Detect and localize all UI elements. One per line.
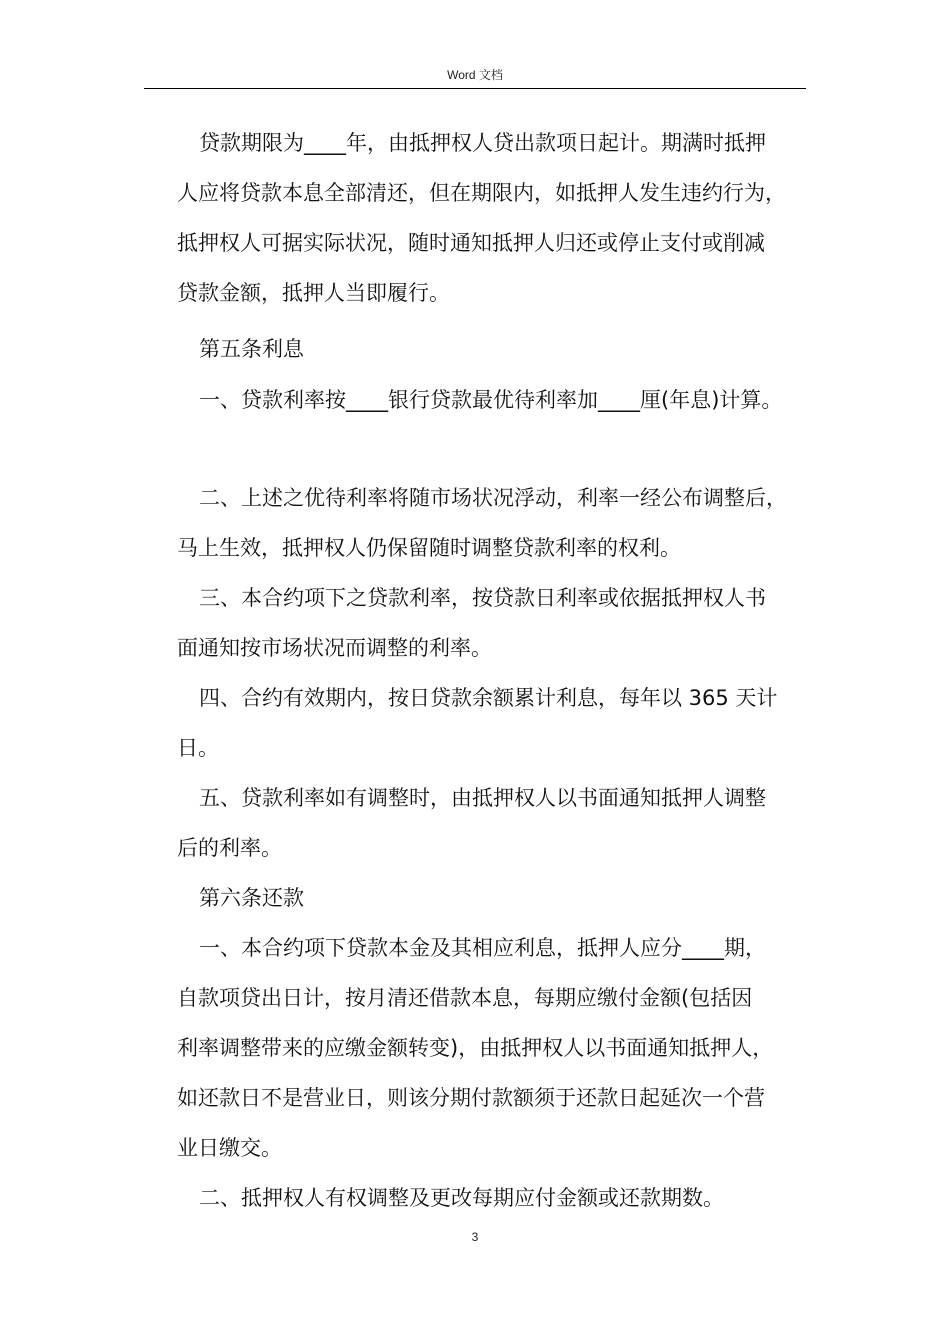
section-heading: 第五条利息 [199,337,304,361]
page-number: 3 [471,1230,479,1244]
section-heading: 第六条还款 [199,886,304,910]
paragraph-line: 五、贷款利率如有调整时，由抵押权人以书面通知抵押人调整 [199,786,766,810]
paragraph-line: 日。 [177,736,219,760]
page-header: Word 文档 [447,68,503,82]
paragraph-line: 二、抵押权人有权调整及更改每期应付金额或还款期数。 [199,1186,724,1210]
paragraph-line: 马上生效，抵押权人仍保留随时调整贷款利率的权利。 [177,536,681,560]
paragraph-line: 人应将贷款本息全部清还，但在期限内，如抵押人发生违约行为， [177,181,786,205]
paragraph-line: 贷款期限为____年，由抵押权人贷出款项日起计。期满时抵押 [199,131,766,155]
paragraph-line: 抵押权人可据实际状况，随时通知抵押人归还或停止支付或削减 [177,231,765,255]
paragraph-line: 贷款金额，抵押人当即履行。 [177,281,450,305]
header-rule [144,88,806,89]
paragraph-line: 面通知按市场状况而调整的利率。 [177,636,492,660]
paragraph-line: 四、合约有效期内，按日贷款余额累计利息，每年以 365 天计 [199,686,778,710]
paragraph-line: 利率调整带来的应缴金额转变)，由抵押权人以书面通知抵押人， [177,1036,774,1060]
paragraph-line: 如还款日不是营业日，则该分期付款额须于还款日起延次一个营 [177,1086,765,1110]
paragraph-line: 自款项贷出日计，按月清还借款本息，每期应缴付金额(包括因 [177,986,753,1010]
paragraph-line: 一、贷款利率按____银行贷款最优待利率加____厘(年息)计算。 [199,388,783,412]
paragraph-line: 一、本合约项下贷款本金及其相应利息，抵押人应分____期， [199,936,766,960]
paragraph-line: 三、本合约项下之贷款利率，按贷款日利率或依据抵押权人书 [199,586,766,610]
paragraph-line: 后的利率。 [177,836,282,860]
paragraph-line: 二、上述之优待利率将随市场状况浮动，利率一经公布调整后， [199,486,787,510]
paragraph-line: 业日缴交。 [177,1136,282,1160]
